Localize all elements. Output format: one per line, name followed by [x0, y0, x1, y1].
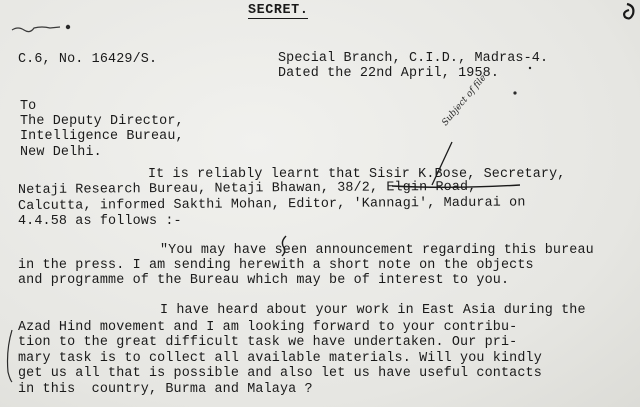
dated-line: Dated the 22nd April, 1958. — [278, 66, 500, 81]
quote-line: mary task is to collect all available materials. Will you kindly — [18, 351, 542, 366]
classification-heading: SECRET. — [248, 3, 309, 18]
speck-mark — [513, 91, 516, 94]
body-line: 4.4.58 as follows :- — [18, 214, 182, 229]
body-line: It is reliably learnt that Sisir K.Bose, Secretary, — [148, 167, 566, 182]
quote-line: tion to the great difficult task we have undertaken. Our pri- — [18, 335, 518, 350]
speck-mark — [529, 67, 531, 69]
office-line: Special Branch, C.I.D., Madras-4. — [278, 51, 549, 66]
addressee-line: Intelligence Bureau, — [20, 129, 184, 144]
pen-dot-mark — [66, 25, 70, 29]
margin-handwritten-note: Subject of file — [440, 73, 489, 128]
quote-line: Azad Hind movement and I am looking forward to your contribu- — [18, 320, 518, 335]
quote-line: get us all that is possible and also let us have useful contacts — [18, 366, 542, 381]
file-number: C.6, No. 16429/S. — [18, 52, 158, 67]
addressee-line: New Delhi. — [20, 145, 102, 160]
addressee-line: The Deputy Director, — [20, 114, 184, 129]
pen-squiggle-mark — [12, 27, 60, 32]
quote-line: I have heard about your work in East Asia during the — [160, 303, 586, 318]
left-margin-bracket-mark — [8, 330, 13, 382]
to-label: To — [20, 99, 37, 114]
quote-line: and programme of the Bureau which may be of interest to you. — [18, 273, 510, 288]
quote-line: in the press. I am sending herewith a short note on the objects — [18, 258, 534, 273]
corner-pen-mark — [624, 4, 633, 18]
quote-line: in this country, Burma and Malaya ? — [18, 382, 313, 397]
body-line: Netaji Research Bureau, Netaji Bhawan, 38/2, Elgin Road, — [17, 179, 477, 198]
body-line: Calcutta, informed Sakthi Mohan, Editor, 'Kannagi', Madurai on — [17, 195, 526, 214]
quote-line: "You may have seen announcement regarding this bureau — [160, 243, 594, 258]
